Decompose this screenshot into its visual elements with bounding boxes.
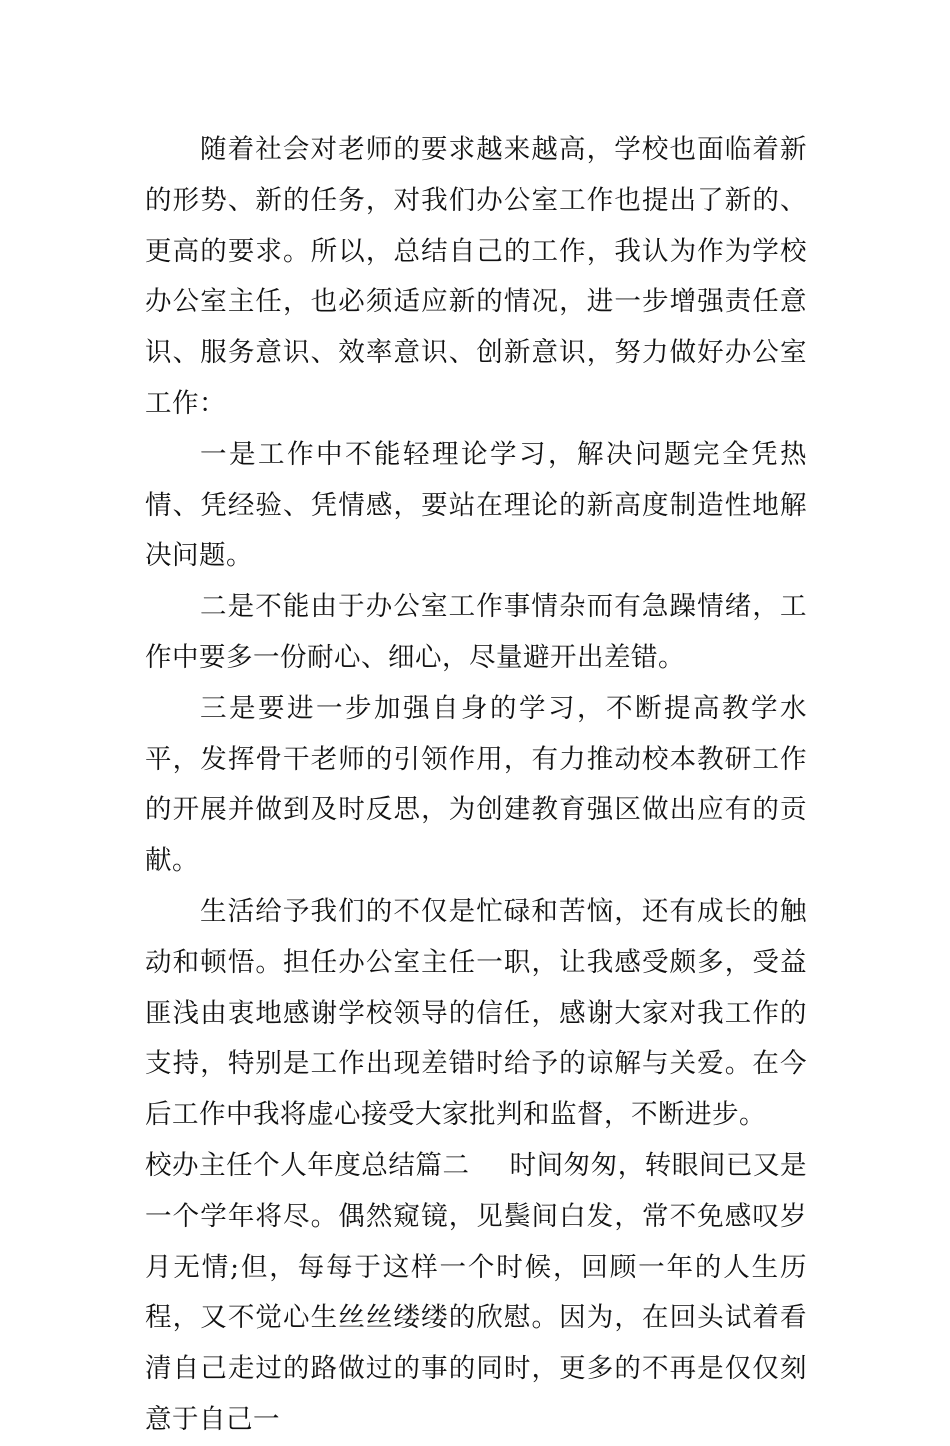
paragraph-point-two: 二是不能由于办公室工作事情杂而有急躁情绪，工作中要多一份耐心、细心，尽量避开出差错。 [145,591,807,673]
section-two [145,1141,807,1446]
document-body [145,125,807,1446]
paragraph-point-one: 一是工作中不能轻理论学习，解决问题完全凭热情、凭经验、凭情感，要站在理论的新高度制造性地解决问题。 [145,438,807,572]
section-title: 校办主任个人年度总结篇二 [145,1149,470,1181]
paragraph-intro: 随着社会对老师的要求越来越高，学校也面临着新的形势、新的任务，对我们办公室工作也提出了新的、更高的要求。所以，总结自己的工作，我认为作为学校办公室主任，也必须适应新的情况，进一步增强责任意识、服务意识、效率意识、创新意识，努力做好办公室工作： [145,134,807,419]
section-text: 时间匆匆，转眼间已又是一个学年将尽。偶然窥镜，见鬓间白发，常不免感叹岁月无情;但，每每于这样一个时候，回顾一年的人生历程，又不觉心生丝丝缕缕的欣慰。因为，在回头试着看清自己走过的路做过的事的同时，更多的不再是仅仅刻意于自己一 [145,1149,808,1435]
paragraph-conclusion: 生活给予我们的不仅是忙碌和苦恼，还有成长的触动和顿悟。担任办公室主任一职，让我感受颇多，受益匪浅由衷地感谢学校领导的信任，感谢大家对我工作的支持，特别是工作出现差错时给予的谅解与关爱。在今后工作中我将虚心接受大家批判和监督，不断进步。 [145,895,807,1131]
paragraph-point-three: 三是要进一步加强自身的学习，不断提高教学水平，发挥骨干老师的引领作用，有力推动校本教研工作的开展并做到及时反思，为创建教育强区做出应有的贡献。 [145,692,807,877]
